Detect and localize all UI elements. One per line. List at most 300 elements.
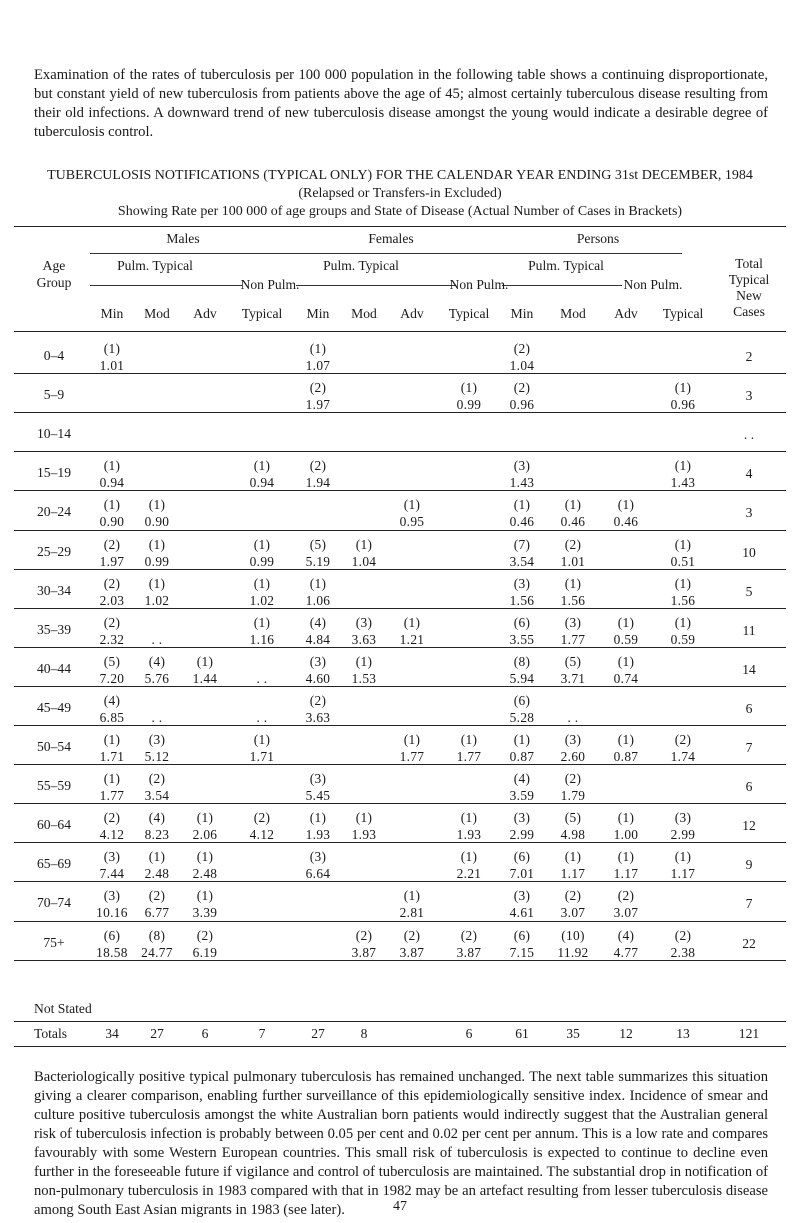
case-count: (5) xyxy=(309,536,327,552)
table-cell xyxy=(598,614,654,648)
table-subtitle-relapsed: (Relapsed or Transfers-in Excluded) xyxy=(298,186,502,201)
row-total: . . xyxy=(743,427,755,443)
not-stated-label: Not Stated xyxy=(34,1001,92,1016)
rate-value: 1.43 xyxy=(670,475,696,491)
case-count: (1) xyxy=(148,497,166,513)
header-p-mod: Mod xyxy=(560,306,586,321)
case-count: (1) xyxy=(309,810,327,826)
table-cell xyxy=(336,809,392,843)
rate-value: 4.98 xyxy=(560,827,586,843)
rate-value: . . xyxy=(256,709,268,725)
rate-value: 10.16 xyxy=(96,905,128,921)
case-count: (3) xyxy=(148,732,166,747)
rate-value: 1.79 xyxy=(560,788,586,804)
case-count: (3) xyxy=(564,614,582,630)
header-persons-pulm: Pulm. Typical xyxy=(528,258,604,273)
rate-value: 2.48 xyxy=(192,866,218,882)
row-rule xyxy=(14,803,786,804)
table-cell xyxy=(494,653,550,687)
table-cell xyxy=(290,379,346,413)
age-group-label: 45–49 xyxy=(37,699,71,715)
table-cell xyxy=(545,692,601,726)
row-rule xyxy=(14,686,786,687)
rate-value: 3.87 xyxy=(456,944,482,960)
rate-value: 5.28 xyxy=(509,709,535,725)
table-cell xyxy=(384,887,440,921)
rate-value: 3.87 xyxy=(399,944,425,960)
row-rule xyxy=(14,608,786,609)
case-count: (1) xyxy=(674,614,692,630)
rate-value: 1.17 xyxy=(560,866,586,882)
case-count: (3) xyxy=(513,458,531,474)
row-rule xyxy=(14,960,786,961)
table-top-rule xyxy=(14,226,786,227)
table-cell xyxy=(545,575,601,609)
rate-value: 1.94 xyxy=(305,475,331,491)
case-count: (3) xyxy=(564,732,582,747)
case-count: (2) xyxy=(309,458,327,474)
rate-value: 2.32 xyxy=(99,631,125,647)
case-count: (5) xyxy=(103,653,121,669)
case-count: (1) xyxy=(564,497,582,513)
case-count: (1) xyxy=(674,536,692,552)
rate-value: 1.93 xyxy=(456,827,482,843)
case-count: (4) xyxy=(148,810,166,826)
rate-value: 0.99 xyxy=(144,553,170,569)
header-f-adv: Adv xyxy=(400,306,424,321)
header-p-adv: Adv xyxy=(614,306,638,321)
table-cell xyxy=(655,536,711,570)
age-group-label: 65–69 xyxy=(37,856,71,872)
table-cell xyxy=(598,496,654,530)
case-count xyxy=(129,692,185,709)
row-rule xyxy=(14,490,786,491)
table-cell xyxy=(545,809,601,843)
rate-value: 0.90 xyxy=(144,514,170,530)
table-cell xyxy=(177,887,233,921)
table-cell xyxy=(234,575,290,609)
column-total: 6 xyxy=(201,1026,209,1041)
case-count: (2) xyxy=(103,614,121,630)
row-total: 6 xyxy=(745,779,753,795)
case-count: (4) xyxy=(148,653,166,669)
row-rule xyxy=(14,842,786,843)
case-count: (5) xyxy=(564,653,582,669)
age-group-label: 35–39 xyxy=(37,621,71,637)
table-cell xyxy=(494,340,550,374)
header-group: Group xyxy=(36,275,72,290)
table-cell xyxy=(545,770,601,804)
table-subtitle-rate: Showing Rate per 100 000 of age groups and State of Disease (Actual Number of Cases in Brackets) xyxy=(117,204,683,219)
age-group-label: 50–54 xyxy=(37,739,71,754)
row-rule xyxy=(14,412,786,413)
case-count: (3) xyxy=(309,849,327,865)
row-total: 10 xyxy=(742,544,756,560)
rate-value: 4.77 xyxy=(613,944,639,960)
table-cell xyxy=(545,614,601,648)
case-count: (1) xyxy=(513,497,531,513)
row-rule xyxy=(14,530,786,531)
header-f-mod: Mod xyxy=(351,306,377,321)
row-rule xyxy=(14,569,786,570)
header-rule-males-pulm xyxy=(90,285,242,286)
case-count: (1) xyxy=(196,849,214,865)
rate-value: 2.81 xyxy=(399,905,425,921)
case-count: (6) xyxy=(513,927,531,943)
rate-value: 18.58 xyxy=(96,944,128,960)
header-age: Age xyxy=(42,258,66,273)
totals-label: Totals xyxy=(34,1026,68,1041)
case-count: (2) xyxy=(564,536,582,552)
row-total: 3 xyxy=(745,505,753,521)
rate-value: 1.04 xyxy=(351,553,377,569)
table-cell xyxy=(290,575,346,609)
row-total: 11 xyxy=(742,622,756,638)
case-count: (8) xyxy=(148,927,166,943)
rate-value: 0.74 xyxy=(613,670,639,686)
table-cell xyxy=(598,809,654,843)
case-count: (1) xyxy=(355,653,373,669)
rate-value: 5.12 xyxy=(144,749,170,764)
table-cell xyxy=(290,848,346,882)
rate-value: 7.15 xyxy=(509,944,535,960)
case-count: (1) xyxy=(403,497,421,513)
table-cell xyxy=(234,536,290,570)
case-count: (7) xyxy=(513,536,531,552)
header-m-adv: Adv xyxy=(193,306,217,321)
case-count: (1) xyxy=(617,614,635,630)
header-males-pulm: Pulm. Typical xyxy=(117,258,193,273)
table-cell xyxy=(494,614,550,648)
rate-value: 1.77 xyxy=(456,749,482,764)
case-count: (1) xyxy=(253,536,271,552)
table-cell xyxy=(494,848,550,882)
table-cell xyxy=(494,575,550,609)
rate-value: 5.45 xyxy=(305,788,331,804)
row-total: 12 xyxy=(742,818,756,834)
case-count: (1) xyxy=(253,614,271,630)
rate-value: 11.92 xyxy=(557,944,589,960)
case-count: (6) xyxy=(513,614,531,630)
age-group-label: 25–29 xyxy=(37,543,71,559)
table-cell xyxy=(598,927,654,961)
table-cell xyxy=(494,887,550,921)
case-count: (1) xyxy=(674,458,692,474)
case-count: (1) xyxy=(103,458,121,474)
header-p-min: Min xyxy=(510,306,534,321)
case-count xyxy=(234,692,290,709)
row-rule xyxy=(14,881,786,882)
row-rule xyxy=(14,647,786,648)
row-total: 14 xyxy=(742,661,756,677)
case-count: (5) xyxy=(564,810,582,826)
rate-value: 1.01 xyxy=(560,553,586,569)
rate-value: 8.23 xyxy=(144,827,170,843)
rate-value: 0.51 xyxy=(670,553,696,569)
case-count xyxy=(234,653,290,670)
case-count: (4) xyxy=(309,614,327,630)
case-count: (1) xyxy=(674,849,692,865)
case-count: (1) xyxy=(148,575,166,591)
rate-value: . . xyxy=(151,709,163,725)
case-count: (2) xyxy=(148,771,166,787)
column-total: 61 xyxy=(515,1026,529,1041)
table-cell xyxy=(177,809,233,843)
header-total-new: New xyxy=(736,288,762,303)
rate-value: 6.64 xyxy=(305,866,331,882)
rate-value: . . xyxy=(151,631,163,647)
rate-value: 2.06 xyxy=(192,827,218,843)
case-count: (10) xyxy=(561,927,585,943)
rate-value: 2.99 xyxy=(670,827,696,843)
table-cell xyxy=(494,692,550,726)
header-p-typical: Typical xyxy=(662,306,704,321)
rate-value: 1.04 xyxy=(509,358,535,373)
rate-value: 4.12 xyxy=(99,827,125,843)
table-bottom-rule xyxy=(14,1046,786,1047)
header-rule-persons-pulm xyxy=(502,285,622,286)
rate-value: 1.97 xyxy=(305,397,331,413)
row-rule xyxy=(14,725,786,726)
rate-value: 1.74 xyxy=(670,749,696,764)
case-count: (1) xyxy=(103,732,121,747)
case-count: (1) xyxy=(564,849,582,865)
rate-value: 4.84 xyxy=(305,631,331,647)
table-cell xyxy=(234,457,290,491)
table-cell xyxy=(129,731,185,765)
intro-paragraph: Examination of the rates of tuberculosis per 100 000 population in the following table shows a continuing disproportionate, but constant yield of new tuberculosis from patients above the age of 45; almost certainly tuberculous disease resulting from their old infections. A downward trend of new tuberculosis disease amongst the young would indicate a desirable degree of tuberculosis control. xyxy=(34,67,768,140)
table-cell xyxy=(494,731,550,765)
rate-value: 6.19 xyxy=(192,944,218,960)
column-total: 8 xyxy=(360,1026,368,1041)
case-count: (2) xyxy=(196,927,214,943)
rate-value: 1.01 xyxy=(99,358,125,373)
rate-value: 1.53 xyxy=(351,670,377,686)
rate-value: 6.77 xyxy=(144,905,170,921)
table-cell xyxy=(655,731,711,765)
rate-value: 7.44 xyxy=(99,866,125,882)
table-title: TUBERCULOSIS NOTIFICATIONS (TYPICAL ONLY) FOR THE CALENDAR YEAR ENDING 31st DECEMBER, 1984 xyxy=(47,168,753,183)
table-cell xyxy=(234,731,290,765)
rate-value: 1.06 xyxy=(305,592,331,608)
row-rule xyxy=(14,764,786,765)
rate-value: 0.99 xyxy=(249,553,275,569)
rate-value: 7.20 xyxy=(99,670,125,686)
case-count: (1) xyxy=(460,810,478,826)
table-cell xyxy=(494,457,550,491)
case-count: (1) xyxy=(617,497,635,513)
rate-value: 0.46 xyxy=(560,514,586,530)
table-cell xyxy=(384,731,440,765)
case-count: (1) xyxy=(309,341,327,356)
case-count: (1) xyxy=(617,732,635,747)
rate-value: 3.71 xyxy=(560,670,586,686)
table-cell xyxy=(655,575,711,609)
case-count: (1) xyxy=(253,575,271,591)
rate-value: 3.07 xyxy=(560,905,586,921)
rate-value: 3.54 xyxy=(144,788,170,804)
rate-value: 1.56 xyxy=(560,592,586,608)
table-cell xyxy=(290,770,346,804)
case-count: (1) xyxy=(460,732,478,747)
header-m-mod: Mod xyxy=(144,306,170,321)
table-cell xyxy=(655,848,711,882)
rate-value: 1.21 xyxy=(399,631,425,647)
table-cell xyxy=(655,614,711,648)
table-cell xyxy=(234,614,290,648)
rate-value: 1.97 xyxy=(99,553,125,569)
rate-value: 1.44 xyxy=(192,670,218,686)
case-count: (1) xyxy=(403,888,421,904)
case-count: (1) xyxy=(355,810,373,826)
case-count: (1) xyxy=(196,888,214,904)
header-m-min: Min xyxy=(100,306,124,321)
not-stated-rule xyxy=(14,1021,786,1022)
case-count: (1) xyxy=(253,732,271,747)
case-count: (1) xyxy=(103,341,121,356)
table-cell xyxy=(545,848,601,882)
rate-value: 5.94 xyxy=(509,670,535,686)
case-count: (1) xyxy=(617,849,635,865)
table-cell xyxy=(177,927,233,961)
column-total: 13 xyxy=(676,1026,690,1041)
table-cell xyxy=(129,536,185,570)
column-total: 27 xyxy=(311,1026,325,1041)
table-cell xyxy=(234,692,290,726)
rate-value: 2.48 xyxy=(144,866,170,882)
age-group-label: 40–44 xyxy=(37,660,71,676)
case-count: (3) xyxy=(674,810,692,826)
row-total: 9 xyxy=(745,857,753,873)
rate-value: 1.71 xyxy=(249,749,275,764)
rate-value: 5.76 xyxy=(144,670,170,686)
row-total: 7 xyxy=(745,896,753,912)
table-cell xyxy=(129,575,185,609)
case-count: (8) xyxy=(513,653,531,669)
table-cell xyxy=(545,653,601,687)
age-group-label: 10–14 xyxy=(37,426,71,442)
table-cell xyxy=(655,379,711,413)
table-cell xyxy=(290,457,346,491)
table-cell xyxy=(441,731,497,765)
case-count: (2) xyxy=(309,692,327,708)
age-group-label: 55–59 xyxy=(37,778,71,794)
table-cell xyxy=(655,457,711,491)
case-count: (2) xyxy=(617,888,635,904)
rate-value: 2.60 xyxy=(560,749,586,764)
case-count: (2) xyxy=(674,927,692,943)
case-count: (1) xyxy=(253,458,271,474)
table-cell xyxy=(384,614,440,648)
rate-value: 3.55 xyxy=(509,631,535,647)
case-count: (2) xyxy=(148,888,166,904)
row-total: 3 xyxy=(745,388,753,404)
rate-value: 0.96 xyxy=(509,397,535,413)
rate-value: 1.71 xyxy=(99,749,125,764)
page-number: 47 xyxy=(393,1199,407,1214)
table-cell xyxy=(545,536,601,570)
case-count: (1) xyxy=(617,810,635,826)
table-cell xyxy=(494,536,550,570)
case-count: (6) xyxy=(513,849,531,865)
header-rule-sex xyxy=(90,253,682,254)
case-count: (1) xyxy=(196,810,214,826)
table-cell xyxy=(545,496,601,530)
rate-value: 1.02 xyxy=(249,592,275,608)
rate-value: 1.07 xyxy=(305,358,331,373)
rate-value: 0.87 xyxy=(613,749,639,764)
header-total: Total xyxy=(735,256,763,271)
case-count: (3) xyxy=(309,771,327,787)
table-cell xyxy=(84,340,140,374)
rate-value: 0.46 xyxy=(613,514,639,530)
header-m-typical: Typical xyxy=(241,306,283,321)
rate-value: 1.17 xyxy=(670,866,696,882)
rate-value: 0.94 xyxy=(249,475,275,491)
table-cell xyxy=(129,496,185,530)
age-group-label: 75+ xyxy=(43,934,65,950)
header-females-nonpulm: Non Pulm. xyxy=(449,277,509,292)
case-count: (2) xyxy=(674,732,692,747)
case-count: (2) xyxy=(513,341,531,356)
rate-value: 1.17 xyxy=(613,866,639,882)
row-total: 22 xyxy=(742,935,756,951)
rate-value: 1.93 xyxy=(305,827,331,843)
rate-value: 4.61 xyxy=(509,905,535,921)
case-count: (2) xyxy=(403,927,421,943)
rate-value: 2.99 xyxy=(509,827,535,843)
rate-value: 0.59 xyxy=(613,631,639,647)
rate-value: 0.59 xyxy=(670,631,696,647)
table-cell xyxy=(494,927,550,961)
table-cell xyxy=(290,692,346,726)
case-count: (6) xyxy=(103,927,121,943)
table-cell xyxy=(598,848,654,882)
column-total: 7 xyxy=(258,1026,266,1041)
rate-value: 2.38 xyxy=(670,944,696,960)
age-group-label: 30–34 xyxy=(37,582,71,598)
case-count: (2) xyxy=(309,380,327,396)
case-count: (4) xyxy=(103,692,121,708)
column-total: 35 xyxy=(566,1026,580,1041)
rate-value: 7.01 xyxy=(509,866,535,882)
case-count: (1) xyxy=(103,771,121,787)
table-cell xyxy=(336,653,392,687)
column-total: 6 xyxy=(465,1026,473,1041)
rate-value: 2.21 xyxy=(456,866,482,882)
case-count: (1) xyxy=(460,380,478,396)
rate-value: 6.85 xyxy=(99,709,125,725)
rate-value: 0.96 xyxy=(670,397,696,413)
table-cell xyxy=(177,653,233,687)
case-count xyxy=(129,614,185,631)
rate-value: 1.00 xyxy=(613,827,639,843)
age-group-label: 15–19 xyxy=(37,465,71,481)
case-count: (2) xyxy=(513,380,531,396)
grand-total: 121 xyxy=(738,1026,760,1041)
rate-value: 24.77 xyxy=(141,944,173,960)
table-cell xyxy=(598,731,654,765)
age-group-label: 5–9 xyxy=(43,387,65,403)
table-cell xyxy=(84,457,140,491)
case-count: (1) xyxy=(196,653,214,669)
case-count: (2) xyxy=(460,927,478,943)
table-cell xyxy=(129,614,185,648)
row-total: 5 xyxy=(745,583,753,599)
case-count: (1) xyxy=(617,653,635,669)
row-total: 2 xyxy=(745,349,753,364)
rate-value: 0.87 xyxy=(509,749,535,764)
